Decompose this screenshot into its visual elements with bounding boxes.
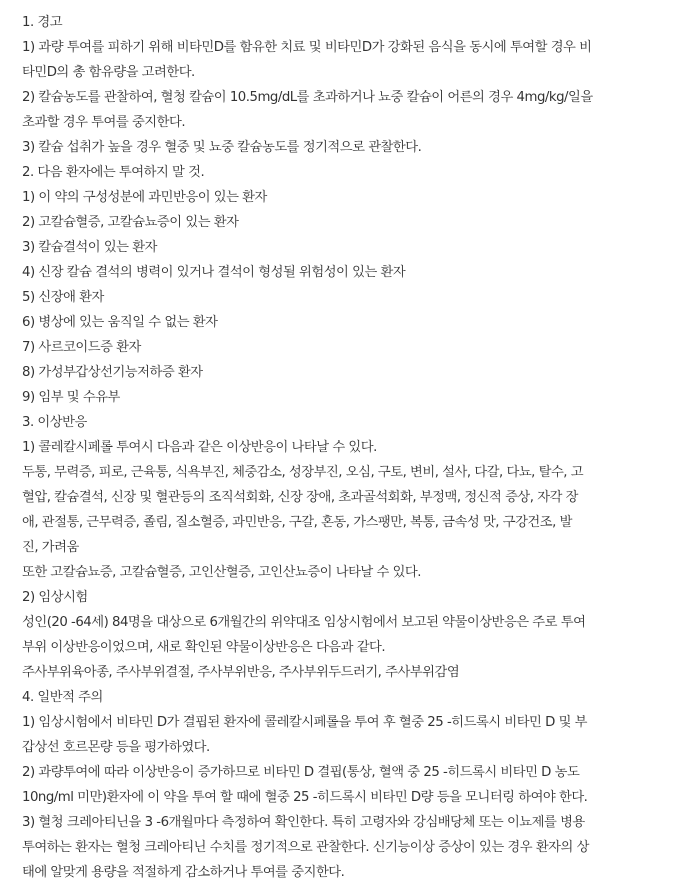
list-item: 1) 이 약의 구성성분에 과민반응이 있는 환자 [22, 190, 267, 205]
text-line: 태에 알맞게 용량을 적절하게 감소하거나 투여를 중지한다. [22, 865, 345, 880]
text-line: 진, 가려움 [22, 540, 79, 555]
text-line: 2) 과량투여에 따라 이상반응이 증가하므로 비타민 D 결핍(통상, 혈액 중 25 -히드록시 비타민 D 농도 [22, 765, 580, 780]
text-line: 또한 고칼슘뇨증, 고칼슘혈증, 고인산혈증, 고인산뇨증이 나타날 수 있다. [22, 565, 421, 580]
text-line: 초과할 경우 투여를 중지한다. [22, 115, 186, 130]
list-item: 8) 가성부갑상선기능저하증 환자 [22, 365, 203, 380]
text-line: 3) 혈청 크레아티닌을 3 -6개월마다 측정하여 확인한다. 특히 고령자와 강심배당체 또는 이뇨제를 병용 [22, 815, 585, 830]
text-line: 성인(20 -64세) 84명을 대상으로 6개월간의 위약대조 임상시험에서 보고된 약물이상반응은 주로 투여 [22, 615, 586, 630]
list-item: 9) 임부 및 수유부 [22, 390, 120, 405]
list-item: 3) 칼슘결석이 있는 환자 [22, 240, 157, 255]
text-line: 주사부위육아종, 주사부위결절, 주사부위반응, 주사부위두드러기, 주사부위감염 [22, 665, 460, 680]
text-line: 10ng/ml 미만)환자에 이 약을 투여 할 때에 혈중 25 -히드록시 비타민 D량 등을 모니터링 하여야 한다. [22, 790, 588, 805]
text-line: 타민D의 총 함유량을 고려한다. [22, 65, 195, 80]
list-item: 2) 고칼슘혈증, 고칼슘뇨증이 있는 환자 [22, 215, 239, 230]
text-line: 갑상선 호르몬량 등을 평가하였다. [22, 740, 210, 755]
list-item: 7) 사르코이드증 환자 [22, 340, 141, 355]
text-line: 1) 임상시험에서 비타민 D가 결핍된 환자에 콜레칼시페롤을 투여 후 혈중 25 -히드록시 비타민 D 및 부 [22, 715, 587, 730]
text-line: 두통, 무력증, 피로, 근육통, 식욕부진, 체중감소, 성장부진, 오심, 구토, 변비, 설사, 다갈, 다뇨, 탈수, 고 [22, 465, 584, 480]
text-line: 혈압, 칼슘결석, 신장 및 혈관등의 조직석회화, 신장 장애, 초과골석회화, 부정맥, 정신적 증상, 자각 장 [22, 490, 578, 505]
text-line: 부위 이상반응이었으며, 새로 확인된 약물이상반응은 다음과 같다. [22, 640, 386, 655]
text-line: 3) 칼슘 섭취가 높을 경우 혈중 및 뇨중 칼슘농도를 정기적으로 관찰한다. [22, 140, 422, 155]
text-line: 투여하는 환자는 혈청 크레아티닌 수치를 정기적으로 관찰한다. 신기능이상 증상이 있는 경우 환자의 상 [22, 840, 589, 855]
section-heading-general-precautions: 4. 일반적 주의 [22, 690, 103, 705]
text-line: 2) 칼슘농도를 관찰하여, 혈청 칼슘이 10.5mg/dL를 초과하거나 뇨중 칼슘이 어른의 경우 4mg/kg/일을 [22, 90, 593, 105]
list-item: 5) 신장애 환자 [22, 290, 104, 305]
section-heading-adverse-reactions: 3. 이상반응 [22, 415, 87, 430]
text-line: 애, 관절통, 근무력증, 졸림, 질소혈증, 과민반응, 구갈, 혼동, 가스팽만, 복통, 금속성 맛, 구강건조, 발 [22, 515, 572, 530]
section-heading-warning: 1. 경고 [22, 15, 63, 30]
list-item: 6) 병상에 있는 움직일 수 없는 환자 [22, 315, 218, 330]
text-line: 1) 과량 투여를 피하기 위해 비타민D를 함유한 치료 및 비타민D가 강화된 음식을 동시에 투여할 경우 비 [22, 40, 592, 55]
list-item: 4) 신장 칼슘 결석의 병력이 있거나 결석이 형성될 위험성이 있는 환자 [22, 265, 406, 280]
section-heading-contraindications: 2. 다음 환자에는 투여하지 말 것. [22, 165, 205, 180]
subheading-clinical-trial: 2) 임상시험 [22, 590, 88, 605]
text-line: 1) 콜레칼시페롤 투여시 다음과 같은 이상반응이 나타날 수 있다. [22, 440, 377, 455]
